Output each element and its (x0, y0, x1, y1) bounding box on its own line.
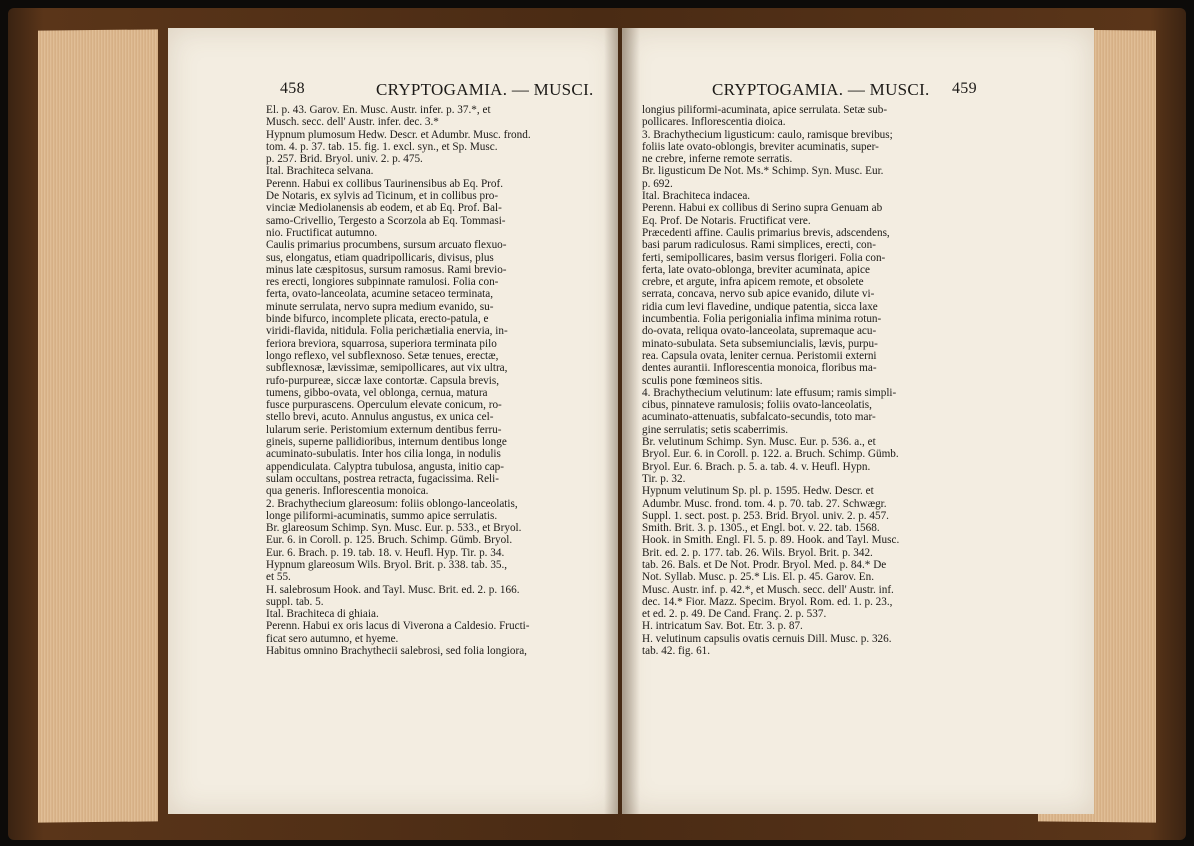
text-line: rea. Capsula ovata, leniter cernua. Peristomii externi (642, 349, 877, 362)
text-line: H. intricatum Sav. Bot. Etr. 3. p. 87. (642, 620, 803, 633)
text-line: viridi-flavida, nitidula. Folia perichætialia enervia, in- (266, 325, 508, 338)
text-line: basi parum radiculosus. Rami simplices, erecti, con- (642, 239, 876, 252)
text-line: Perenn. Habui ex collibus Taurinensibus ab Eq. Prof. (266, 177, 504, 190)
left-page-edges (38, 29, 158, 822)
text-line: Br. velutinum Schimp. Syn. Musc. Eur. p. 536. a., et (642, 436, 876, 449)
text-line: acuminato-subulatis. Inter hos cilia longa, in nodulis (266, 448, 501, 461)
text-line: acuminato-attenuatis, subfalcato-secundis, toto mar- (642, 411, 876, 424)
right-running-title: CRYPTOGAMIA. — MUSCI. (712, 80, 930, 99)
text-line: p. 257. Brid. Bryol. univ. 2. p. 475. (266, 153, 423, 166)
text-line: crebre, et argute, infra apicem remote, et obsolete (642, 276, 864, 289)
text-line: ridia cum levi flavedine, undique patentia, sicca laxe (642, 300, 878, 313)
text-line: qua generis. Inflorescentia monoica. (266, 485, 429, 498)
text-line: Tir. p. 32. (642, 472, 686, 485)
left-page-number: 458 (280, 80, 305, 97)
text-line: do-ovata, reliqua ovato-lanceolata, supremaque acu- (642, 325, 877, 338)
text-line: minato-subulata. Seta subsemiuncialis, lævis, purpu- (642, 337, 878, 350)
right-page-text (642, 104, 987, 657)
book-scan (8, 8, 1186, 840)
text-line: Habitus omnino Brachythecii salebrosi, sed folia longiora, (266, 645, 527, 658)
text-line: pollicares. Inflorescentia dioica. (642, 116, 786, 129)
text-line: El. p. 43. Garov. En. Musc. Austr. infer. p. 37.*, et (266, 104, 491, 116)
text-line: dentes aurantii. Inflorescentia monoica, floribus ma- (642, 362, 877, 375)
text-line: ferta, ovato-lanceolata, acumine setaceo terminata, (266, 288, 494, 301)
text-line: minute serrulata, nervo supra medium evanido, su- (266, 300, 494, 313)
text-line: longius piliformi-acuminata, apice serrulata. Setæ sub- (642, 104, 888, 116)
text-line: incumbentia. Folia perigonialia infima minima rotun- (642, 313, 882, 326)
text-line: ferta, late ovato-oblonga, breviter acuminata, apice (642, 263, 870, 276)
text-line: longe piliformi-acuminatis, summo apice serrulatis. (266, 509, 498, 522)
text-line: Musc. Austr. inf. p. 42.*, et Musch. secc. dell' Austr. inf. (642, 583, 894, 596)
text-line: Eur. 6. in Coroll. p. 125. Bruch. Schimp. Gümb. Bryol. (266, 534, 513, 547)
text-line: Caulis primarius procumbens, sursum arcuato flexuo- (266, 239, 507, 252)
text-line: 4. Brachythecium velutinum: late effusum; ramis simpli- (642, 386, 897, 399)
text-line: Suppl. 1. sect. post. p. 253. Brid. Bryol. univ. 2. p. 457. (642, 509, 889, 522)
text-line: Br. ligusticum De Not. Ms.* Schimp. Syn. Musc. Eur. (642, 165, 884, 178)
text-line: Adumbr. Musc. frond. tom. 4. p. 70. tab. 27. Schwægr. (642, 497, 887, 510)
text-line: fusce purpurascens. Operculum elevate conicum, ro- (266, 399, 502, 412)
text-line: Not. Syllab. Musc. p. 25.* Lis. El. p. 45. Garov. En. (642, 571, 875, 584)
text-line: Hypnum velutinum Sp. pl. p. 1595. Hedw. Descr. et (642, 485, 874, 498)
text-line: ne crebre, inferne remote serratis. (642, 153, 793, 166)
text-line: binde bifurco, incomplete plicata, erecto-patula, e (266, 313, 489, 326)
text-line: subflexnosæ, lævissimæ, semipollicares, aut vix ultra, (266, 362, 508, 375)
text-line: tab. 26. Bals. et De Not. Prodr. Bryol. Med. p. 84.* De (642, 558, 887, 571)
text-line: Bryol. Eur. 6. Brach. p. 5. a. tab. 4. v. Heufl. Hypn. (642, 460, 871, 473)
text-line: ferti, semipollicares, basim versus florigeri. Folia con- (642, 251, 886, 264)
text-line: samo-Crivellio, Tergesto a Scorzola ab Eq. Tommasi- (266, 214, 506, 227)
text-line: gine serrulatis; setis scaberrimis. (642, 423, 789, 436)
text-line: rufo-purpureæ, siccæ laxe contortæ. Capsula brevis, (266, 374, 500, 387)
text-line: Hypnum glareosum Wils. Bryol. Brit. p. 338. tab. 35., (266, 558, 508, 571)
text-line: p. 692. (642, 177, 673, 190)
text-line: 2. Brachythecium glareosum: foliis oblongo-lanceolatis, (266, 497, 518, 510)
text-line: tumens, gibbo-ovata, vel oblonga, cernua, matura (266, 386, 488, 399)
text-line: Eq. Prof. De Notaris. Fructificat vere. (642, 214, 811, 227)
text-line: H. salebrosum Hook. and Tayl. Musc. Brit. ed. 2. p. 166. (266, 583, 520, 596)
text-line: Eur. 6. Brach. p. 19. tab. 18. v. Heufl. Hyp. Tir. p. 34. (266, 546, 505, 559)
text-line: res erecti, longiores subpinnate ramulosi. Folia con- (266, 276, 499, 289)
text-line: Br. glareosum Schimp. Syn. Musc. Eur. p. 533., et Bryol. (266, 522, 522, 535)
left-running-title: CRYPTOGAMIA. — MUSCI. (376, 80, 594, 99)
text-line: Smith. Brit. 3. p. 1305., et Engl. bot. v. 22. tab. 1568. (642, 522, 880, 535)
right-page-header (622, 80, 1094, 104)
text-line: dec. 14.* Fior. Mazz. Specim. Bryol. Rom. ed. 1. p. 23., (642, 595, 893, 608)
text-line: et ed. 2. p. 49. De Cand. Franç. 2. p. 537. (642, 608, 827, 621)
text-line: tom. 4. p. 37. tab. 15. fig. 1. excl. syn., et Sp. Musc. (266, 140, 498, 153)
text-line: lularum serie. Peristomium externum dentibus ferru- (266, 423, 502, 436)
right-page-number: 459 (952, 80, 977, 97)
text-line: Hypnum plumosum Hedw. Descr. et Adumbr. Musc. frond. (266, 128, 531, 141)
text-line: cibus, pinnateve ramulosis; foliis ovato-lanceolatis, (642, 399, 872, 412)
left-page-header (168, 80, 618, 104)
text-line: H. velutinum capsulis ovatis cernuis Dill. Musc. p. 326. (642, 632, 892, 645)
text-line: suppl. tab. 5. (266, 595, 324, 608)
text-line: vinciæ Mediolanensis ab eodem, et ab Eq. Prof. Bal- (266, 202, 502, 215)
text-line: appendiculata. Calyptra tubulosa, angusta, initio cap- (266, 460, 504, 473)
text-line: Perenn. Habui ex collibus di Serino supra Genuam ab (642, 202, 883, 215)
text-line: Perenn. Habui ex oris lacus di Viverona a Caldesio. Fructi- (266, 620, 530, 633)
text-line: tab. 42. fig. 61. (642, 645, 711, 658)
text-line: et 55. (266, 571, 291, 584)
text-line: Musch. secc. dell' Austr. infer. dec. 3.* (266, 116, 439, 129)
text-line: Bryol. Eur. 6. in Coroll. p. 122. a. Bruch. Schimp. Gümb. (642, 448, 899, 461)
text-line: ficat sero autumno, et hyeme. (266, 632, 399, 645)
text-line: Hook. in Smith. Engl. Fl. 5. p. 89. Hook. and Tayl. Musc. (642, 534, 900, 547)
text-line: sus, elongatus, etiam quadripollicaris, divisus, plus (266, 251, 494, 264)
text-line: longo reflexo, vel subflexnoso. Setæ tenues, erectæ, (266, 349, 499, 362)
left-page-text (266, 104, 596, 657)
text-line: Brit. ed. 2. p. 177. tab. 26. Wils. Bryol. Brit. p. 342. (642, 546, 873, 559)
text-line: Ital. Brachiteca di ghiaia. (266, 608, 379, 621)
text-line: foliis late ovato-oblongis, breviter acuminatis, super- (642, 140, 879, 153)
text-line: serrata, concava, nervo sub apice evanido, dilute vi- (642, 288, 875, 301)
text-line: gineis, superne pallidioribus, internum dentibus longe (266, 436, 507, 449)
text-line: sulam occultans, postrea retracta, fugacissima. Reli- (266, 472, 499, 485)
text-line: Præcedenti affine. Caulis primarius brevis, adscendens, (642, 226, 890, 239)
text-line: Ital. Brachiteca selvana. (266, 165, 374, 178)
text-line: minus late cæspitosus, sursum ramosus. Rami brevio- (266, 263, 507, 276)
text-line: De Notaris, ex sylvis ad Ticinum, et in collibus pro- (266, 190, 499, 203)
text-line: Ital. Brachiteca indacea. (642, 190, 751, 203)
text-line: feriora breviora, squarrosa, superiora terminata pilo (266, 337, 497, 350)
right-page (622, 28, 1094, 814)
text-line: 3. Brachythecium ligusticum: caulo, ramisque brevibus; (642, 128, 893, 141)
text-line: sculis pone fœmineos sitis. (642, 374, 763, 387)
text-line: stello brevi, acuto. Annulus angustus, ex unica cel- (266, 411, 494, 424)
text-line: nio. Fructificat autumno. (266, 226, 378, 239)
left-page (168, 28, 618, 814)
